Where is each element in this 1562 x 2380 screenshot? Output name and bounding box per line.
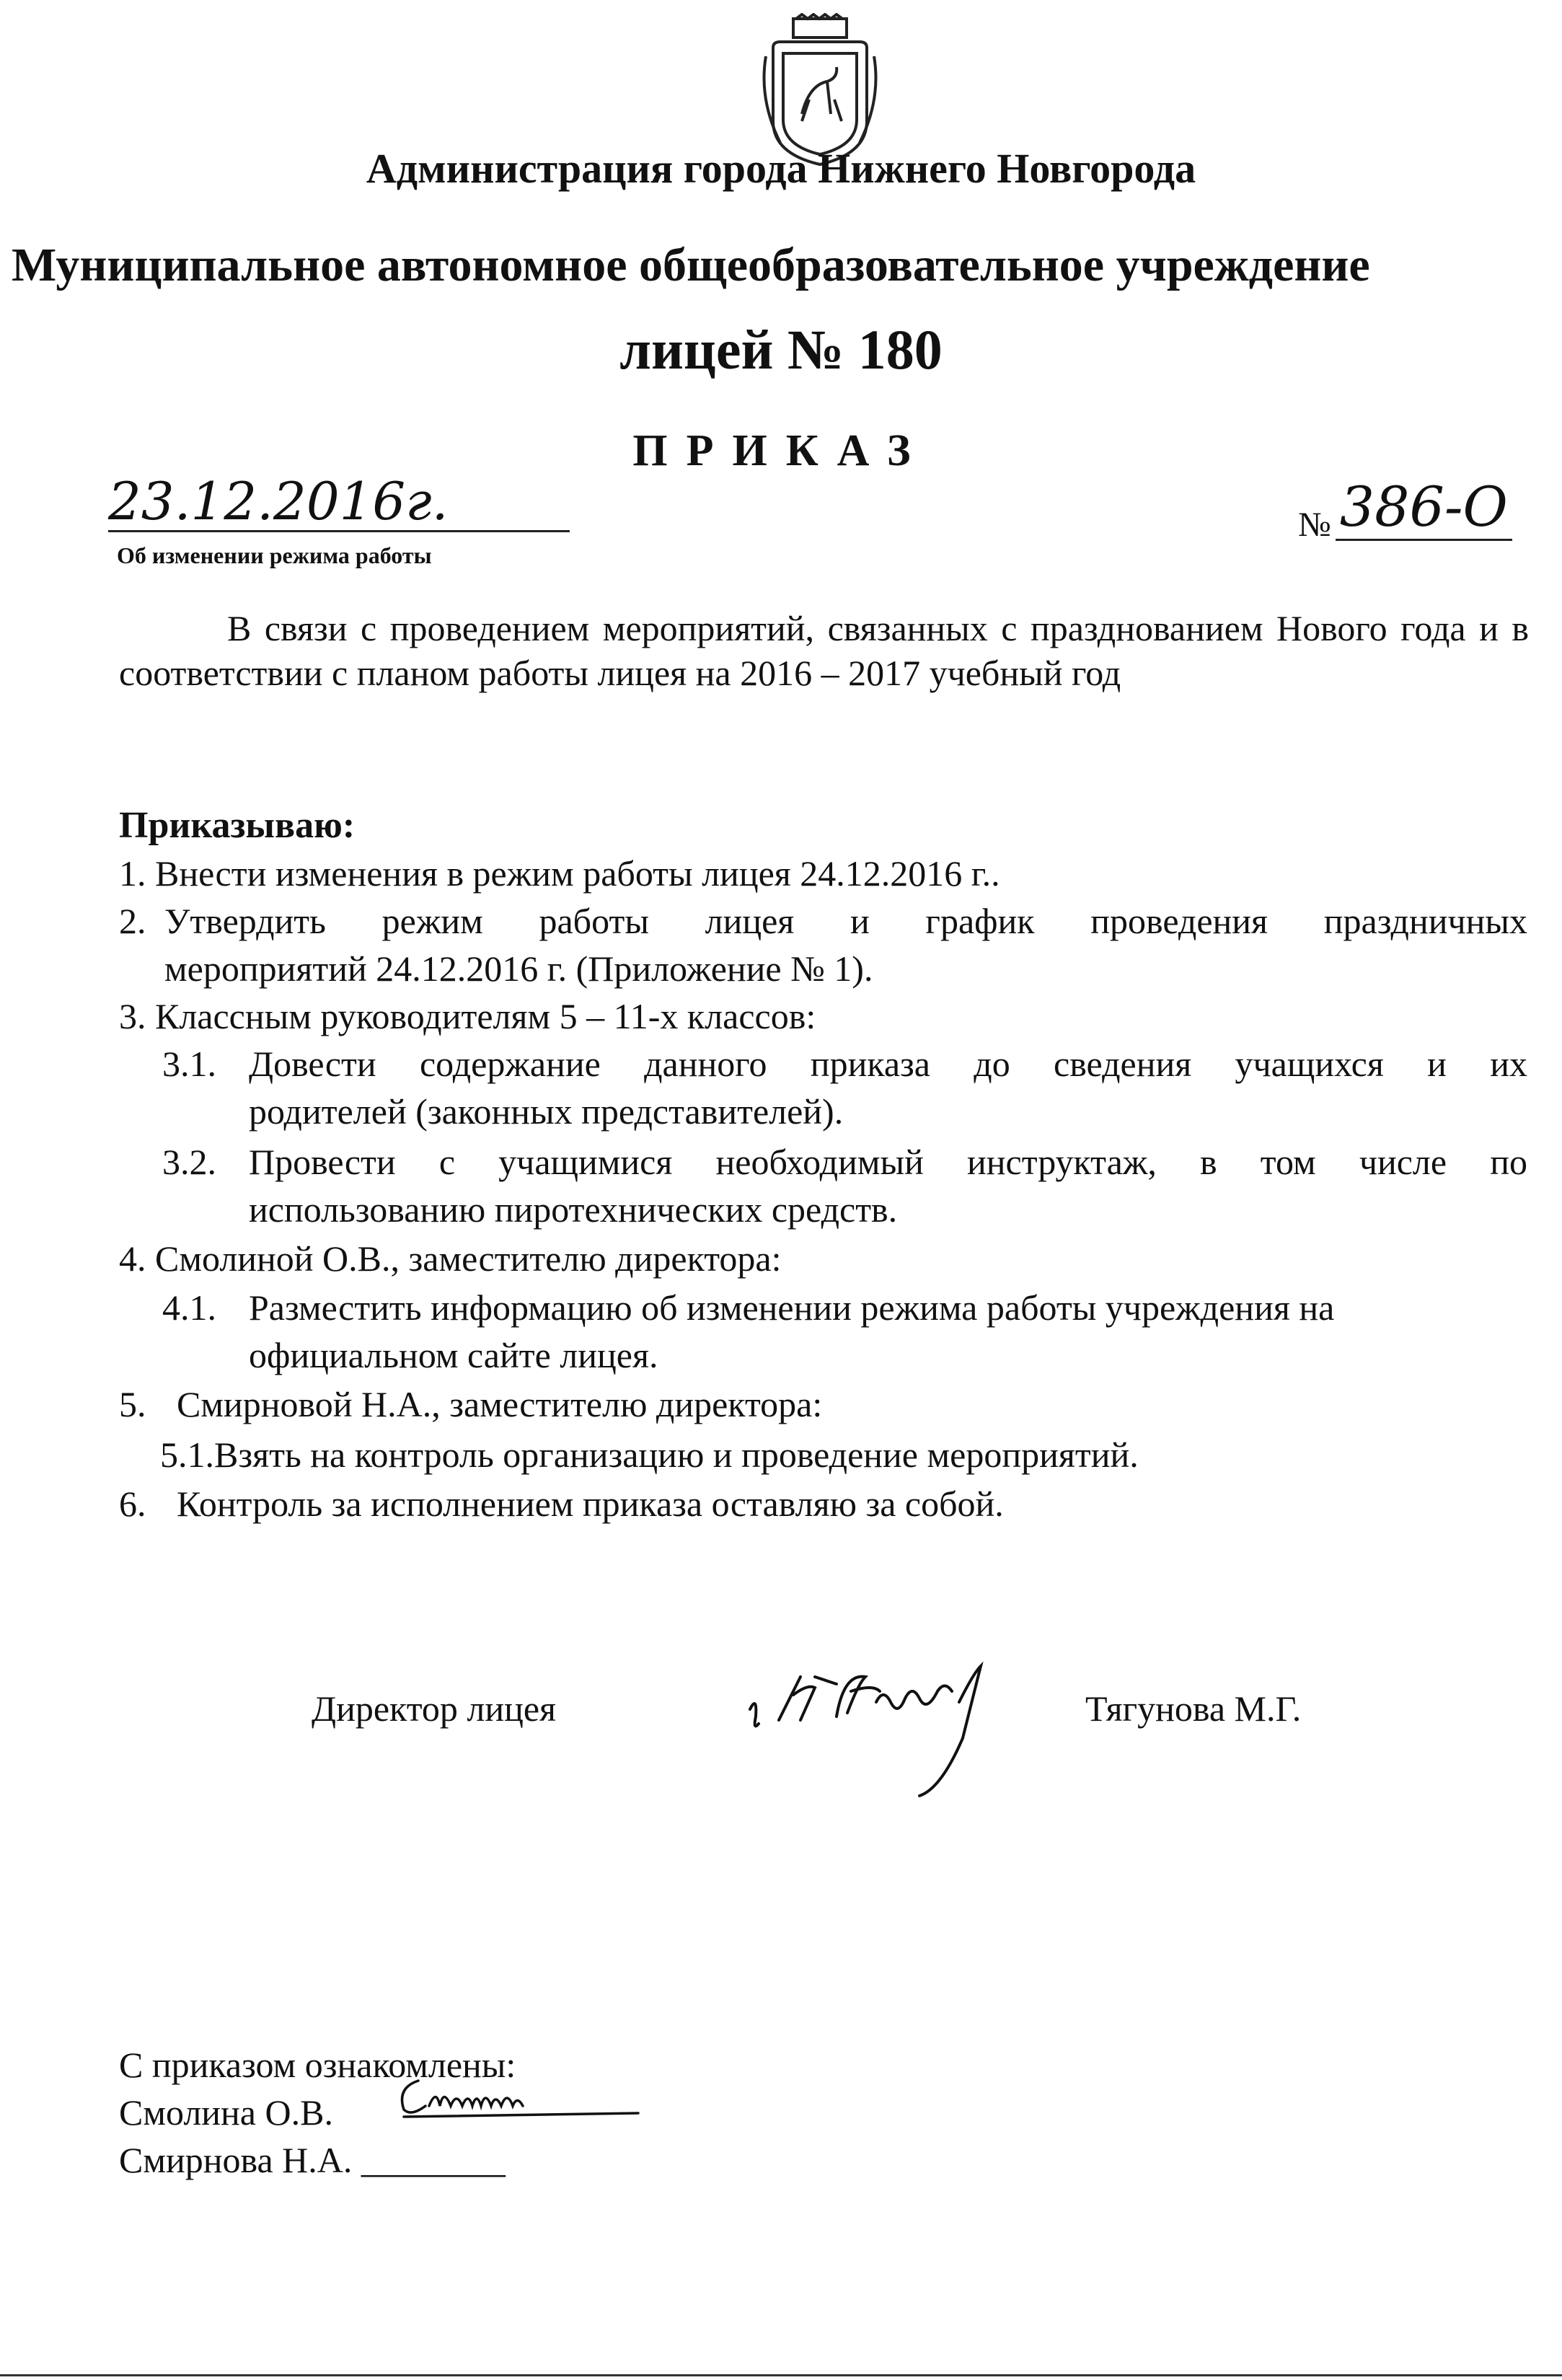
item-number: 5.1. bbox=[160, 1434, 214, 1475]
item-number: 1. bbox=[119, 853, 146, 894]
order-subject: Об изменении режима работы bbox=[117, 542, 432, 568]
order-number: 386-О bbox=[1336, 475, 1512, 541]
order-item bbox=[160, 1431, 1139, 1478]
item-number: 3.1. bbox=[162, 1044, 216, 1084]
item-number: 6. bbox=[119, 1484, 146, 1524]
item-text: использованию пиротехнических средств. bbox=[249, 1189, 898, 1230]
item-text: родителей (законных представителей). bbox=[249, 1091, 844, 1132]
order-number-field bbox=[1298, 475, 1512, 544]
order-item bbox=[119, 1480, 1004, 1528]
acknowledgement-heading: С приказом ознакомлены: bbox=[119, 2045, 516, 2085]
director-signature bbox=[736, 1652, 1038, 1825]
acknowledgement-person-2 bbox=[119, 2136, 516, 2184]
item-text: Утвердить режим работы лицея и график проведения праздничных bbox=[164, 901, 1527, 941]
item-text: Контроль за исполнением приказа оставляю за собой. bbox=[177, 1484, 1004, 1524]
signatory-title: Директор лицея bbox=[312, 1688, 557, 1729]
item-text: Разместить информацию об изменении режима работы учреждения на bbox=[249, 1287, 1335, 1328]
administration-title: Администрация города Нижнего Новгорода bbox=[366, 145, 1196, 192]
organization-title: Муниципальное автономное общеобразовательное учреждение bbox=[12, 239, 1370, 291]
item-text: Смолиной О.В., заместителю директора: bbox=[155, 1238, 782, 1279]
item-text: Довести содержание данного приказа до сведения учащихся и их bbox=[249, 1044, 1527, 1084]
item-text: Смирновой Н.А., заместителю директора: bbox=[177, 1384, 823, 1424]
order-date-field bbox=[108, 471, 570, 532]
item-number: 5. bbox=[119, 1384, 146, 1424]
order-number-label: № bbox=[1298, 506, 1331, 544]
item-text: мероприятий 24.12.2016 г. (Приложение № 1). bbox=[164, 948, 873, 989]
order-item bbox=[119, 1235, 781, 1282]
signatory-name: Тягунова М.Г. bbox=[1085, 1688, 1302, 1729]
item-number: 2. bbox=[119, 901, 146, 941]
item-number: 3.2. bbox=[162, 1142, 216, 1182]
item-number: 4. bbox=[119, 1238, 146, 1279]
order-item bbox=[119, 1380, 822, 1428]
item-text: Классным руководителям 5 – 11-х классов: bbox=[155, 996, 816, 1036]
item-number: 3. bbox=[119, 996, 146, 1036]
item-text: Внести изменения в режим работы лицея 24.12.2016 г.. bbox=[155, 853, 1000, 894]
document-type: ПРИКАЗ bbox=[632, 426, 930, 475]
item-text: Провести с учащимися необходимый инструктаж, в том числе по bbox=[249, 1142, 1527, 1182]
preamble: В связи с проведением мероприятий, связанных с празднованием Нового года и в соответствии с планом работы лицея на 2016 – 2017 учебный год bbox=[119, 608, 1529, 693]
signature-blank: ________ bbox=[361, 2140, 506, 2180]
order-date: 23.12.2016г. bbox=[108, 471, 449, 532]
order-heading: Приказываю: bbox=[119, 805, 356, 846]
lyceum-title: лицей № 180 bbox=[619, 318, 943, 381]
acknowledgement-person-2-name: Смирнова Н.А. bbox=[119, 2140, 353, 2180]
order-item bbox=[119, 850, 1000, 897]
item-text: Взять на контроль организацию и проведение мероприятий. bbox=[214, 1434, 1139, 1475]
item-text: официальном сайте лицея. bbox=[249, 1335, 658, 1375]
page-bottom-border bbox=[0, 2374, 1562, 2376]
item-number: 4.1. bbox=[162, 1287, 216, 1328]
smolina-signature bbox=[389, 2070, 649, 2128]
acknowledgement-person-1: Смолина О.В. bbox=[119, 2092, 333, 2133]
order-item bbox=[119, 992, 816, 1040]
